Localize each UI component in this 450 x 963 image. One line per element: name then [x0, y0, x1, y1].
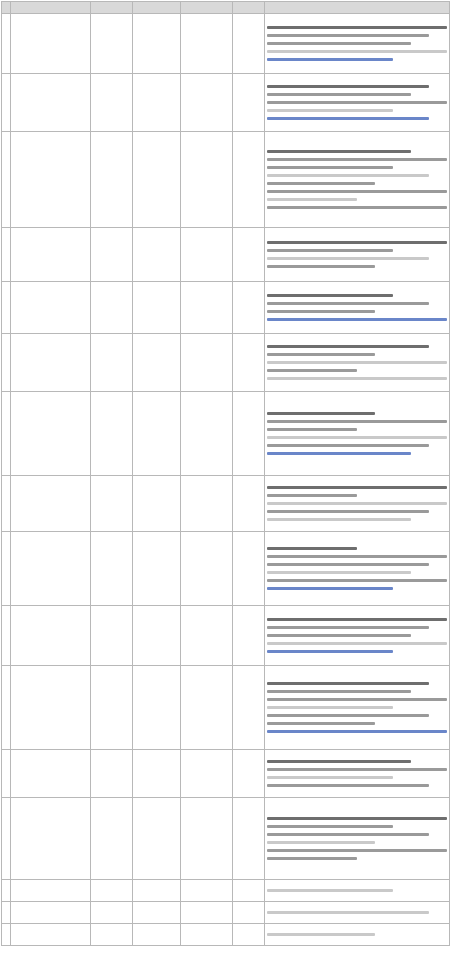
table-row — [2, 392, 450, 476]
cell-accountability — [265, 392, 450, 476]
cell-nature — [233, 14, 265, 74]
text-line-placeholder — [267, 249, 393, 252]
cell-casualties — [133, 798, 181, 880]
cell-time — [91, 750, 133, 798]
cell-casualties — [133, 14, 181, 74]
cell-nature — [233, 666, 265, 750]
table-row — [2, 532, 450, 606]
cell-event — [11, 334, 91, 392]
cell-number — [2, 532, 11, 606]
text-line-placeholder — [267, 241, 447, 244]
text-line-placeholder — [267, 682, 429, 685]
cell-event — [11, 14, 91, 74]
cell-nature — [233, 532, 265, 606]
text-line-placeholder — [267, 182, 375, 185]
text-line-placeholder — [267, 933, 375, 936]
text-line-placeholder — [267, 833, 429, 836]
cell-casualties — [133, 476, 181, 532]
cell-nature — [233, 902, 265, 924]
cell-event — [11, 750, 91, 798]
cell-accountability — [265, 924, 450, 946]
table-row — [2, 666, 450, 750]
cell-event — [11, 880, 91, 902]
table-row — [2, 924, 450, 946]
text-line-placeholder — [267, 722, 375, 725]
cell-number — [2, 74, 11, 132]
cell-number — [2, 924, 11, 946]
table-header-row — [2, 2, 450, 14]
text-line-placeholder — [267, 190, 447, 193]
cell-number — [2, 606, 11, 666]
text-line-placeholder — [267, 547, 357, 550]
cell-casualties — [133, 880, 181, 902]
cell-casualties — [133, 392, 181, 476]
table-row — [2, 282, 450, 334]
cell-cause — [181, 532, 233, 606]
text-line-placeholder — [267, 452, 411, 455]
cell-event — [11, 902, 91, 924]
text-line-placeholder — [267, 93, 411, 96]
table-row — [2, 798, 450, 880]
text-line-placeholder — [267, 776, 393, 779]
text-line-placeholder — [267, 571, 411, 574]
cell-accountability — [265, 132, 450, 228]
text-line-placeholder — [267, 841, 375, 844]
cell-accountability — [265, 606, 450, 666]
cell-event — [11, 392, 91, 476]
text-line-placeholder — [267, 486, 447, 489]
column-header — [265, 2, 450, 14]
cell-casualties — [133, 666, 181, 750]
cell-accountability — [265, 666, 450, 750]
cell-accountability — [265, 902, 450, 924]
cell-time — [91, 228, 133, 282]
cell-casualties — [133, 74, 181, 132]
cell-casualties — [133, 750, 181, 798]
table-row — [2, 476, 450, 532]
text-line-placeholder — [267, 698, 447, 701]
text-line-placeholder — [267, 690, 411, 693]
cell-event — [11, 666, 91, 750]
table-row — [2, 132, 450, 228]
cell-casualties — [133, 532, 181, 606]
text-line-placeholder — [267, 510, 429, 513]
cell-number — [2, 392, 11, 476]
cell-number — [2, 334, 11, 392]
column-header — [91, 2, 133, 14]
cell-time — [91, 132, 133, 228]
cell-accountability — [265, 750, 450, 798]
text-line-placeholder — [267, 555, 447, 558]
text-line-placeholder — [267, 634, 411, 637]
text-line-placeholder — [267, 109, 393, 112]
table-row — [2, 14, 450, 74]
cell-event — [11, 476, 91, 532]
text-line-placeholder — [267, 706, 393, 709]
cell-time — [91, 392, 133, 476]
text-line-placeholder — [267, 377, 447, 380]
cell-cause — [181, 880, 233, 902]
text-line-placeholder — [267, 420, 447, 423]
cell-time — [91, 532, 133, 606]
text-line-placeholder — [267, 825, 393, 828]
cell-time — [91, 798, 133, 880]
column-header — [133, 2, 181, 14]
cell-time — [91, 334, 133, 392]
cell-number — [2, 228, 11, 282]
text-line-placeholder — [267, 257, 429, 260]
text-line-placeholder — [267, 502, 447, 505]
cell-event — [11, 798, 91, 880]
table-row — [2, 880, 450, 902]
column-header — [233, 2, 265, 14]
text-line-placeholder — [267, 345, 429, 348]
cell-number — [2, 750, 11, 798]
cell-event — [11, 282, 91, 334]
text-line-placeholder — [267, 158, 447, 161]
cell-cause — [181, 666, 233, 750]
cell-time — [91, 74, 133, 132]
cell-number — [2, 14, 11, 74]
cell-nature — [233, 798, 265, 880]
cell-nature — [233, 74, 265, 132]
text-line-placeholder — [267, 369, 357, 372]
text-line-placeholder — [267, 587, 393, 590]
cell-casualties — [133, 334, 181, 392]
cell-number — [2, 132, 11, 228]
cell-cause — [181, 334, 233, 392]
cell-event — [11, 74, 91, 132]
text-line-placeholder — [267, 34, 429, 37]
cell-casualties — [133, 924, 181, 946]
table-body — [2, 14, 450, 946]
text-line-placeholder — [267, 428, 357, 431]
text-line-placeholder — [267, 101, 447, 104]
text-line-placeholder — [267, 563, 429, 566]
text-line-placeholder — [267, 494, 357, 497]
cell-nature — [233, 476, 265, 532]
text-line-placeholder — [267, 730, 447, 733]
text-line-placeholder — [267, 174, 429, 177]
text-line-placeholder — [267, 579, 447, 582]
cell-time — [91, 880, 133, 902]
text-line-placeholder — [267, 150, 411, 153]
text-line-placeholder — [267, 436, 447, 439]
text-line-placeholder — [267, 849, 447, 852]
cell-number — [2, 798, 11, 880]
text-line-placeholder — [267, 626, 429, 629]
cell-nature — [233, 334, 265, 392]
table-row — [2, 74, 450, 132]
text-line-placeholder — [267, 310, 375, 313]
cell-time — [91, 476, 133, 532]
cell-number — [2, 282, 11, 334]
table-row — [2, 750, 450, 798]
text-line-placeholder — [267, 760, 411, 763]
text-line-placeholder — [267, 642, 447, 645]
column-header — [2, 2, 11, 14]
text-line-placeholder — [267, 58, 393, 61]
cell-number — [2, 902, 11, 924]
text-line-placeholder — [267, 166, 393, 169]
cell-nature — [233, 750, 265, 798]
table-row — [2, 334, 450, 392]
text-line-placeholder — [267, 889, 393, 892]
cell-event — [11, 924, 91, 946]
cell-casualties — [133, 902, 181, 924]
cell-cause — [181, 798, 233, 880]
cell-cause — [181, 74, 233, 132]
text-line-placeholder — [267, 198, 357, 201]
text-line-placeholder — [267, 412, 375, 415]
cell-accountability — [265, 476, 450, 532]
text-line-placeholder — [267, 26, 447, 29]
cell-time — [91, 902, 133, 924]
cell-casualties — [133, 606, 181, 666]
cell-accountability — [265, 798, 450, 880]
cell-time — [91, 14, 133, 74]
cell-cause — [181, 14, 233, 74]
cell-cause — [181, 228, 233, 282]
cell-nature — [233, 132, 265, 228]
cell-number — [2, 666, 11, 750]
cell-time — [91, 606, 133, 666]
table-row — [2, 606, 450, 666]
text-line-placeholder — [267, 265, 375, 268]
cell-nature — [233, 228, 265, 282]
cell-accountability — [265, 334, 450, 392]
cell-event — [11, 228, 91, 282]
cell-accountability — [265, 14, 450, 74]
cell-nature — [233, 880, 265, 902]
cell-cause — [181, 282, 233, 334]
text-line-placeholder — [267, 714, 429, 717]
text-line-placeholder — [267, 768, 447, 771]
cell-casualties — [133, 282, 181, 334]
cell-number — [2, 880, 11, 902]
cell-cause — [181, 750, 233, 798]
cell-event — [11, 606, 91, 666]
cell-nature — [233, 392, 265, 476]
cell-time — [91, 282, 133, 334]
text-line-placeholder — [267, 206, 447, 209]
text-line-placeholder — [267, 817, 447, 820]
cell-nature — [233, 282, 265, 334]
accident-accountability-table — [1, 1, 450, 946]
table-row — [2, 228, 450, 282]
text-line-placeholder — [267, 353, 375, 356]
text-line-placeholder — [267, 361, 447, 364]
cell-accountability — [265, 880, 450, 902]
page — [0, 1, 450, 963]
cell-nature — [233, 606, 265, 666]
table-row — [2, 902, 450, 924]
text-line-placeholder — [267, 650, 393, 653]
text-line-placeholder — [267, 50, 447, 53]
cell-cause — [181, 606, 233, 666]
cell-time — [91, 924, 133, 946]
cell-accountability — [265, 228, 450, 282]
cell-nature — [233, 924, 265, 946]
text-line-placeholder — [267, 518, 411, 521]
text-line-placeholder — [267, 318, 447, 321]
text-line-placeholder — [267, 911, 429, 914]
text-line-placeholder — [267, 618, 447, 621]
text-line-placeholder — [267, 857, 357, 860]
text-line-placeholder — [267, 117, 429, 120]
cell-cause — [181, 476, 233, 532]
cell-cause — [181, 132, 233, 228]
text-line-placeholder — [267, 85, 429, 88]
cell-cause — [181, 902, 233, 924]
cell-cause — [181, 392, 233, 476]
text-line-placeholder — [267, 784, 429, 787]
cell-event — [11, 132, 91, 228]
column-header — [11, 2, 91, 14]
cell-accountability — [265, 532, 450, 606]
text-line-placeholder — [267, 42, 411, 45]
column-header — [181, 2, 233, 14]
cell-event — [11, 532, 91, 606]
cell-number — [2, 476, 11, 532]
text-line-placeholder — [267, 444, 429, 447]
text-line-placeholder — [267, 302, 429, 305]
text-line-placeholder — [267, 294, 393, 297]
cell-cause — [181, 924, 233, 946]
cell-accountability — [265, 282, 450, 334]
cell-casualties — [133, 132, 181, 228]
cell-casualties — [133, 228, 181, 282]
cell-accountability — [265, 74, 450, 132]
cell-time — [91, 666, 133, 750]
